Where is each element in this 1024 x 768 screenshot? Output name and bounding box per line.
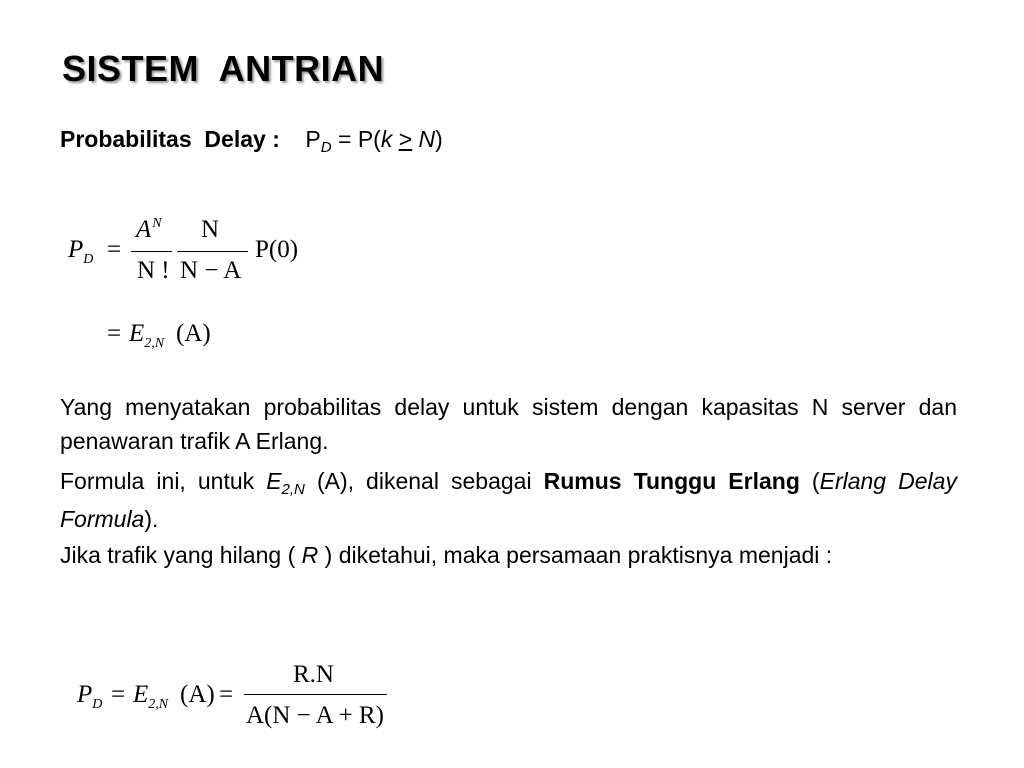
formula2-E — [129, 320, 165, 351]
formula1-num2: N — [201, 216, 220, 243]
formula3-E-sub: 2,N — [148, 697, 169, 712]
formula3-numerator: R.N — [293, 661, 334, 688]
pd-subscript: D — [320, 139, 332, 156]
formula3-arg: (A) — [180, 681, 215, 708]
p3-text1: Jika trafik yang hilang ( — [60, 542, 302, 568]
formula3-E-symbol: E — [133, 681, 149, 708]
equals-p-open: = P( — [331, 126, 381, 152]
delay-label: Probabilitas Delay : — [60, 126, 280, 152]
formula3-lhs — [77, 681, 103, 712]
paragraph-description: Yang menyatakan probabilitas delay untuk sistem dengan kapasitas N server dan penawaran trafik A Erlang. — [60, 394, 957, 454]
pd-symbol: P — [305, 126, 321, 152]
page-title: SISTEM ANTRIAN — [62, 48, 385, 89]
formula3-fraction-bar — [244, 694, 387, 695]
close-paren: ) — [435, 126, 443, 152]
formula1-num1 — [136, 216, 161, 244]
p2-text3: ( — [799, 468, 820, 494]
formula2-arg: (A) — [176, 320, 211, 347]
k-symbol: k — [380, 126, 393, 152]
formula2-E-symbol: E — [129, 320, 145, 347]
paragraph-formula-name — [60, 464, 957, 536]
formula1-tail: P(0) — [255, 236, 299, 263]
formula3-E — [133, 681, 169, 712]
p3-text2: ) diketahui, maka persamaan praktisnya menjadi : — [318, 542, 833, 568]
delay-probability-line — [60, 126, 443, 156]
p3-R: R — [301, 542, 319, 568]
formula2-E-sub: 2,N — [144, 336, 165, 351]
p2-bold-name: Rumus Tunggu Erlang — [543, 468, 800, 494]
p2-text4: ). — [144, 506, 159, 532]
formula3-denominator: A(N − A + R) — [246, 702, 384, 729]
p2-E-sub: 2,N — [281, 481, 305, 498]
formula2-equals: = — [107, 320, 122, 347]
p2-text2: (A), dikenal sebagai — [304, 468, 544, 494]
formula1-A: A — [136, 216, 152, 243]
formula1-fraction2-bar — [177, 251, 248, 252]
n-symbol: N — [418, 126, 436, 152]
spacer — [280, 126, 306, 152]
formula3-P: P — [77, 681, 93, 708]
formula1-fraction1-bar — [131, 251, 172, 252]
formula1-den1: N ! — [137, 257, 170, 284]
p2-text1: Formula ini, untuk — [60, 468, 267, 494]
p2-E: E — [266, 468, 282, 494]
paragraph-practical — [60, 538, 957, 572]
geq-symbol: > — [398, 126, 413, 152]
formula3-equals2: = — [219, 681, 234, 708]
formula1-den2: N − A — [180, 257, 242, 284]
formula1-P-sub: D — [83, 252, 94, 267]
formula1-lhs — [68, 236, 94, 267]
formula1-A-sup: N — [152, 216, 162, 231]
formula3-P-sub: D — [92, 697, 103, 712]
formula3-equals1: = — [111, 681, 126, 708]
p2-italic-name: Erlang Delay Formula — [60, 468, 957, 532]
formula1-equals: = — [107, 236, 122, 263]
formula1-P: P — [68, 236, 84, 263]
